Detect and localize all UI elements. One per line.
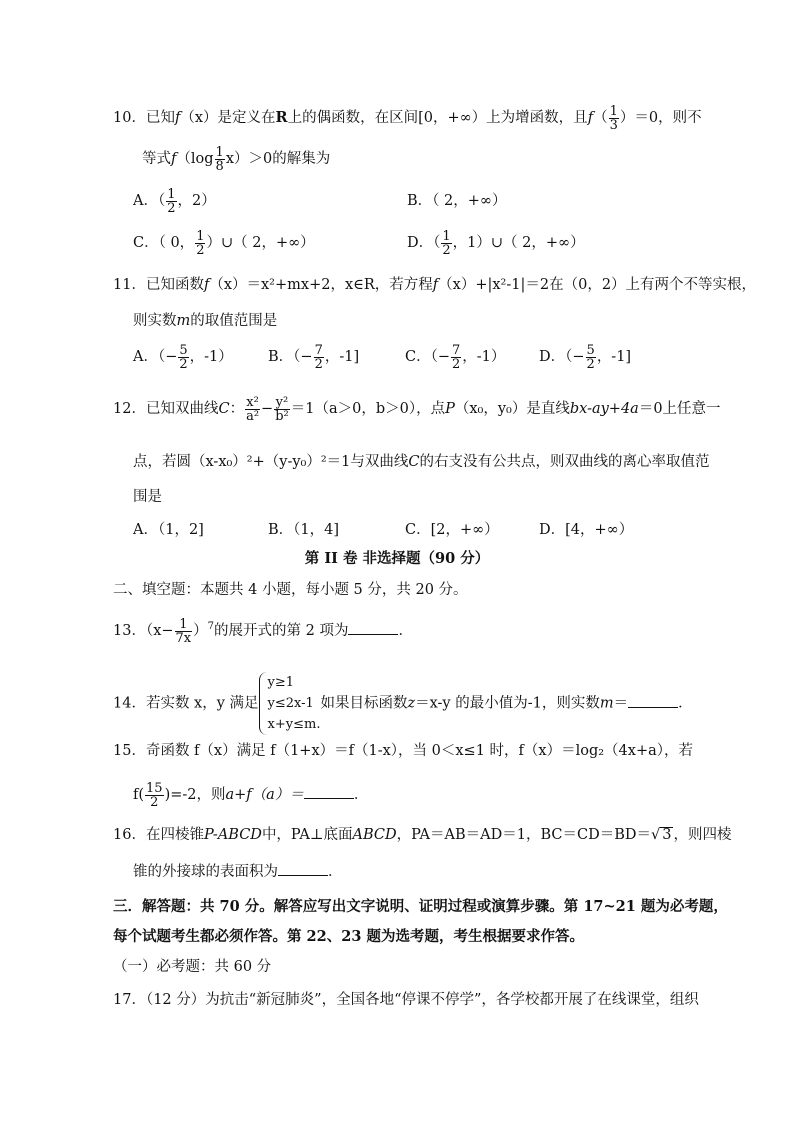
q12-l2b: 的右支没有公共点，则双曲线的离心率取值范 bbox=[419, 454, 710, 470]
section2-text: 二、填空题：本题共 4 小题，每小题 5 分，共 20 分。 bbox=[113, 582, 468, 598]
section3-text-2: 每个试题考生都必须作答。第 22、23 题为选考题，考生根据要求作答。 bbox=[113, 928, 584, 945]
q10-options-ab bbox=[0, 186, 794, 216]
q12-line2 bbox=[0, 447, 794, 477]
frac-den: 2 bbox=[179, 356, 188, 372]
q10-mid: 是定义在 bbox=[217, 110, 276, 126]
q17 bbox=[0, 985, 794, 1015]
constraint-3: x+y≤m. bbox=[267, 717, 321, 732]
q15-expr: a+f（a）＝ bbox=[225, 787, 304, 803]
q10-mid2: 上的偶函数，在区间[0，+∞）上为增函数，且 bbox=[287, 110, 588, 126]
q13-answer-blank[interactable] bbox=[348, 618, 398, 635]
q12-options bbox=[0, 515, 794, 545]
q10-f2: f bbox=[587, 110, 594, 126]
q12-C2: C bbox=[408, 454, 420, 470]
q12-option-c: C．[2，+∞） bbox=[405, 522, 499, 538]
q14-m: m bbox=[599, 695, 614, 712]
q15-line2 bbox=[0, 780, 794, 810]
q12-mid: ＝1（a＞0，b＞0），点 bbox=[290, 401, 446, 417]
q12-line1 bbox=[0, 394, 794, 424]
required-heading bbox=[0, 952, 794, 982]
q11-option-d bbox=[539, 342, 631, 372]
q12-frac-y bbox=[274, 396, 290, 423]
opt-fraction bbox=[441, 230, 451, 257]
q12-end: ＝0上任意一 bbox=[638, 401, 721, 417]
q16-mid2: ，PA＝AB＝AD＝1，BC＝CD＝BD＝ bbox=[396, 827, 651, 843]
q11-end: （x）+|x²-1|＝2在（0，2）上有两个不等实根， bbox=[438, 277, 757, 293]
q10-line1 bbox=[0, 103, 794, 133]
opt-label: C．（ 0， bbox=[133, 235, 195, 251]
q12-C: C bbox=[218, 401, 230, 417]
q12-option-b: B．（1，4] bbox=[268, 522, 340, 538]
opt-label: B．（− bbox=[268, 349, 313, 365]
q10-fraction bbox=[609, 105, 619, 132]
q13: 13．（x− $\frac{1}{7x}$ ）$^7$的展开式的第 2 项为 ． bbox=[113, 616, 413, 646]
frac-den: 8 bbox=[215, 158, 224, 174]
opt-end: ，-1] bbox=[324, 349, 360, 365]
q10-x: （x） bbox=[180, 110, 218, 126]
frac-den: 2 bbox=[442, 242, 451, 258]
q13-exp: 7 bbox=[207, 621, 215, 632]
q14-z: z bbox=[407, 695, 416, 712]
q14-prefix: 14．若实数 x，y 满足 bbox=[113, 695, 259, 712]
q10-R: R bbox=[275, 109, 288, 126]
q16-answer-blank[interactable] bbox=[278, 859, 328, 876]
frac-den: 2 bbox=[150, 794, 159, 810]
q10-f3: f bbox=[171, 151, 177, 167]
opt-end: ）∪（ 2，+∞） bbox=[206, 235, 315, 251]
q10-f: f bbox=[174, 110, 181, 126]
section3-line1 bbox=[0, 892, 794, 922]
q15-line1 bbox=[0, 736, 794, 766]
q17-text: 17．（12 分）为抗击“新冠肺炎”，全国各地“停课不停学”，各学校都开展了在线课堂，组织 bbox=[113, 992, 699, 1008]
q15-mid: )=-2，则 bbox=[164, 787, 226, 803]
q10-line2 bbox=[0, 144, 794, 174]
frac-den: 2 bbox=[586, 356, 595, 372]
frac-num: 5 bbox=[586, 342, 595, 358]
q15-fraction bbox=[145, 782, 164, 809]
q11-f: f bbox=[203, 277, 210, 293]
q14 bbox=[0, 672, 794, 732]
q13-fraction bbox=[175, 618, 193, 645]
opt-label: A．（− bbox=[133, 349, 178, 365]
q11-prefix: 11．已知函数 bbox=[113, 277, 204, 293]
frac-den: 7x bbox=[175, 630, 192, 646]
opt-fraction bbox=[586, 344, 596, 371]
q10-log-fraction bbox=[215, 146, 225, 173]
frac-den: a² bbox=[246, 408, 260, 424]
q10-option-a bbox=[133, 186, 216, 216]
q16-period: ． bbox=[328, 864, 343, 880]
constraint-2: y≤2x-1 bbox=[267, 696, 314, 711]
q16-pyramid: P-ABCD bbox=[203, 827, 262, 843]
q11-option-b bbox=[268, 342, 359, 372]
q12-l3: 围是 bbox=[133, 489, 162, 505]
frac-num: 1 bbox=[609, 103, 618, 119]
q14-answer-blank[interactable] bbox=[628, 691, 678, 708]
q12-P: P bbox=[445, 401, 455, 417]
q15-prefix: f( bbox=[133, 787, 145, 803]
frac-num: 1 bbox=[167, 186, 176, 202]
q11-line2 bbox=[0, 306, 794, 336]
required-text: （一）必考题：共 60 分 bbox=[113, 959, 272, 975]
constraint-1: y≥1 bbox=[267, 675, 295, 690]
section3-text-1: 三．解答题：共 70 分。解答应写出文字说明、证明过程或演算步骤。第 17~21 题为必考题， bbox=[113, 898, 728, 915]
q13-suffix: 的展开式的第 2 项为 bbox=[214, 623, 349, 639]
q12-l2a: 点，若圆（x-x₀）²+（y-y₀）²＝1与双曲线 bbox=[133, 454, 409, 470]
frac-num: 5 bbox=[179, 342, 188, 358]
opt-fraction bbox=[178, 344, 188, 371]
section3-line2 bbox=[0, 922, 794, 952]
opt-end: ，-1） bbox=[189, 349, 233, 365]
q12-option-d: D．[4，+∞） bbox=[539, 522, 634, 538]
q14-mid: 如果目标函数 bbox=[320, 695, 408, 712]
q11-l2-end: 的取值范围是 bbox=[190, 313, 278, 329]
frac-num: 1 bbox=[215, 144, 224, 160]
q16-prefix: 16．在四棱锥 bbox=[113, 827, 204, 843]
q14-mid2: ＝x-y 的最小值为-1，则实数 bbox=[415, 695, 600, 712]
q10-l2-prefix: 等式 bbox=[142, 151, 171, 167]
q16-sqrt: 3 bbox=[662, 827, 672, 843]
frac-num: x² bbox=[246, 394, 259, 410]
opt-fraction bbox=[195, 230, 205, 257]
q16-end: ，则四棱 bbox=[673, 827, 732, 843]
section2-heading bbox=[0, 575, 794, 605]
frac-den: 2 bbox=[167, 200, 176, 216]
frac-num: 7 bbox=[314, 342, 323, 358]
frac-den: b² bbox=[275, 408, 289, 424]
opt-end: ，-1） bbox=[462, 349, 506, 365]
q10-log: （log bbox=[176, 151, 214, 167]
q16-line2 bbox=[0, 857, 794, 887]
q12-mid2: （x₀，y₀）是直线 bbox=[454, 401, 570, 417]
q10-end: ）＝0，则不 bbox=[619, 110, 702, 126]
opt-label: D．（ bbox=[407, 235, 441, 251]
q12-frac-x bbox=[245, 396, 260, 423]
q12-line3 bbox=[0, 482, 794, 512]
q16-mid: 中，PA⊥底面 bbox=[261, 827, 353, 843]
q13-end: ． bbox=[398, 623, 413, 639]
opt-fraction bbox=[166, 188, 176, 215]
opt-end: ，2） bbox=[177, 193, 216, 209]
q11-mid: （x）＝x²+mx+2，x∈R，若方程 bbox=[209, 277, 433, 293]
opt-label: A．（ bbox=[133, 193, 166, 209]
q12-option-a: A．（1，2] bbox=[133, 522, 204, 538]
frac-num: y² bbox=[275, 394, 289, 410]
q10-l2-end: x）＞0的解集为 bbox=[225, 151, 331, 167]
q16-line1: 16．在四棱锥P-ABCD中，PA⊥底面ABCD，PA＝AB＝AD＝1，BC＝CD＝BD＝√ 3 ，则四棱 bbox=[113, 827, 732, 843]
q15-l1: 15．奇函数 f（x）满足 f（1+x）＝f（1-x），当 0＜x≤1 时，f（x）＝log₂（4x+a），若 bbox=[113, 743, 693, 759]
q15-end: ． bbox=[353, 787, 369, 803]
frac-den: 2 bbox=[314, 356, 323, 372]
frac-num: 1 bbox=[442, 228, 451, 244]
q10-paren: （ bbox=[593, 110, 608, 126]
q10-prefix: 10．已知 bbox=[113, 110, 175, 126]
opt-label: C．（− bbox=[405, 349, 450, 365]
opt-label: D．（− bbox=[539, 349, 585, 365]
frac-num: 7 bbox=[452, 342, 461, 358]
q12-line-eq: bx-ay+4a bbox=[569, 401, 639, 417]
q10-options-cd bbox=[0, 228, 794, 258]
q14-period: ． bbox=[678, 695, 693, 712]
q15-answer-blank[interactable] bbox=[304, 782, 354, 799]
q11-options bbox=[0, 342, 794, 372]
frac-den: 3 bbox=[609, 117, 618, 133]
q12-colon: ： bbox=[229, 401, 245, 417]
q14-constraints bbox=[259, 672, 321, 735]
opt-fraction bbox=[451, 344, 461, 371]
opt-fraction bbox=[314, 344, 324, 371]
part2-title-text: 第 II 卷 非选择题（90 分） bbox=[304, 550, 490, 567]
q12-prefix: 12．已知双曲线 bbox=[113, 401, 219, 417]
frac-num: 1 bbox=[196, 228, 205, 244]
q14-eq: ＝ bbox=[613, 695, 629, 712]
frac-den: 2 bbox=[196, 242, 205, 258]
q13-prefix: 13．（x− bbox=[113, 623, 174, 639]
frac-num: 1 bbox=[175, 618, 193, 632]
q11-l2: 则实数 bbox=[133, 313, 177, 329]
q11-option-c bbox=[405, 342, 505, 372]
q10-option-c bbox=[133, 228, 315, 258]
q10-option-d bbox=[407, 228, 585, 258]
q16-l2: 锥的外接球的表面积为 bbox=[133, 864, 278, 880]
q10-option-b: B．（ 2，+∞） bbox=[407, 193, 507, 209]
q11-f2: f bbox=[432, 277, 439, 293]
opt-end: ，1）∪（ 2，+∞） bbox=[452, 235, 585, 251]
opt-end: ，-1] bbox=[596, 349, 632, 365]
part2-title bbox=[0, 544, 794, 574]
frac-num: 15 bbox=[146, 780, 163, 796]
q11-option-a bbox=[133, 342, 233, 372]
q11-line1 bbox=[0, 270, 794, 300]
q12-minus: − bbox=[261, 401, 274, 417]
frac-den: 2 bbox=[452, 356, 461, 372]
q11-m: m bbox=[176, 313, 191, 329]
q16-base: ABCD bbox=[352, 827, 397, 843]
